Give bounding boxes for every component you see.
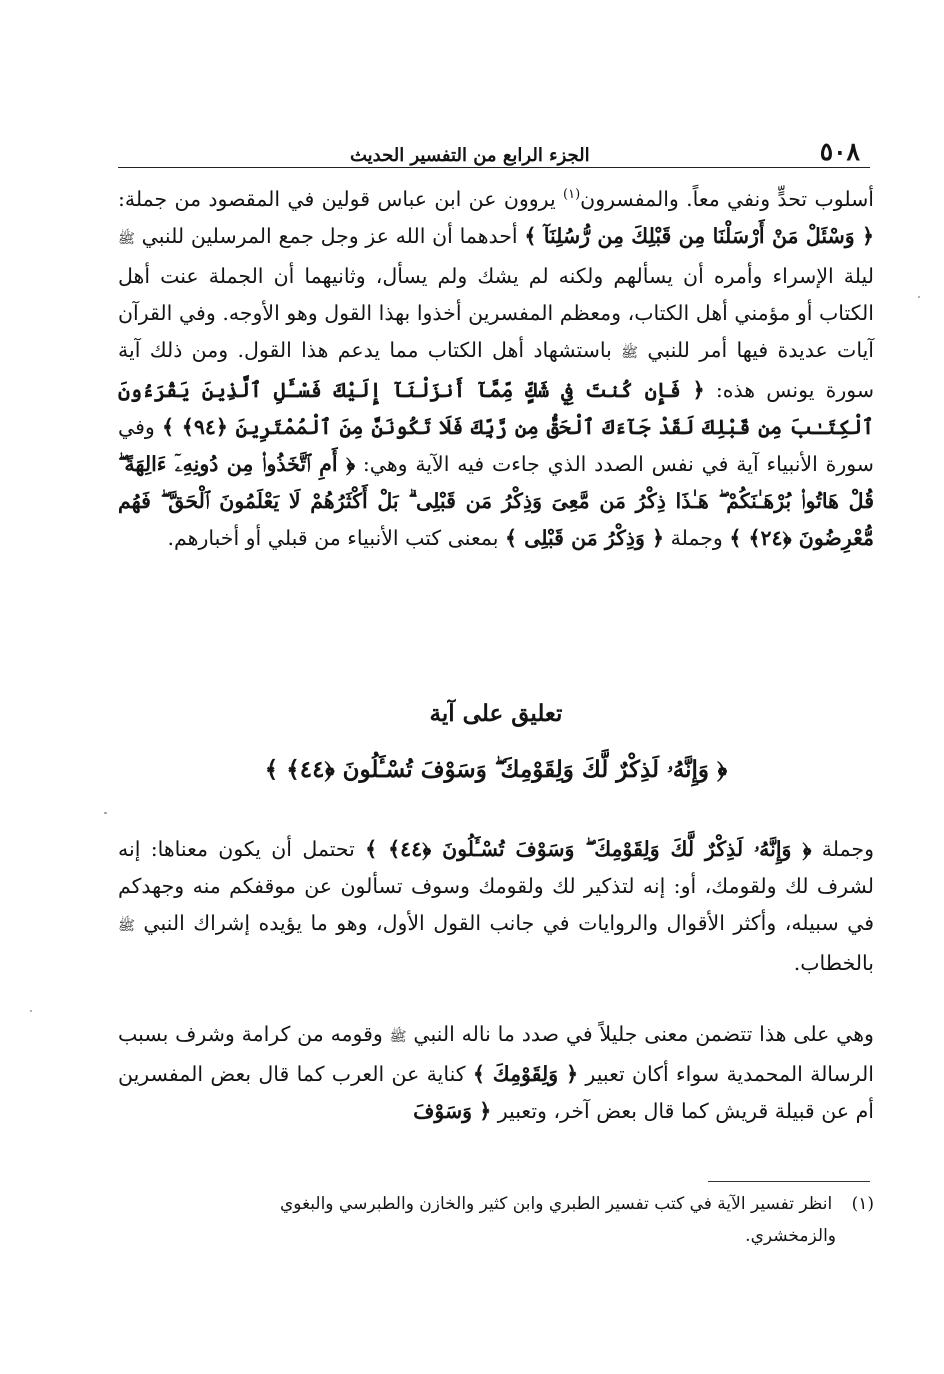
page-header [118,126,860,166]
text-run: ليلة الإسراء وأمره أن يسألهم ولكنه لم يشك ولم يسأل، وثانيهما أن الجملة عنت أهل الكتاب أو مؤمني أهل الكتاب، ومعظم المفسرين أخذوا بهذا القول وهو الأوجه. وفي القرآن آيات عديدة فيها أمر للنبي [118,263,874,362]
scan-speck [918,296,920,298]
text-run: وجملة [670,525,723,550]
scan-speck [104,812,107,814]
footnote-reference: (١) [563,187,581,202]
salawat-glyph: ﷺ [389,1029,407,1045]
quran-verse: ﴿ وَسْئَلْ مَنْ أَرْسَلْنَا مِن قَبْلِكَ مِن رُّسُلِنَآ ﴾ [524,223,875,248]
page-number: ٥٠٨ [819,137,860,166]
paragraph-3 [118,1016,874,1130]
text-run: كناية عن العرب كما قال بعض المفسرين أم عن قبيلة قريش كما قال بعض آخر، وتعبير [118,1062,874,1123]
paragraph-1 [118,176,874,557]
footnote-text: انظر تفسير الآية في كتب تفسير الطبري وابن كثير والخازن والطبرسي والبغوي [279,1194,833,1214]
scan-speck [30,1010,32,1012]
text-run: يروون عن ابن عباس قولين في المقصود من جملة: [118,186,556,211]
quran-verse: ﴿ وَإِنَّهُۥ لَذِكْرٌ لَّكَ وَلِقَوْمِكَ ۖ وَسَوْفَ تُسْـَٔلُونَ ﴿٤٤﴾ ﴾ [365,837,812,861]
text-run: أسلوب تحدٍّ ونفي معاً. والمفسرون [580,186,874,211]
text-run: بمعنى كتب الأنبياء من قبلي أو أخبارهم. [167,525,499,550]
quran-verse: ﴿ فَإِن كُنتَ فِي شَكٍّ مِّمَّآ أَنزَلْنَآ إِلَيْكَ فَسْـَٔلِ ٱلَّذِينَ يَقْرَءُونَ ٱلْكِتَـٰبَ مِن قَبْلِكَ لَقَدْ جَآءَكَ ٱلْحَقُّ مِن رَّبِّكَ فَلَا تَكُونَنَّ مِنَ ٱلْمُمْتَرِينَ ﴿٩٤﴾ ﴾ [118,377,874,439]
footnote-rule [708,1181,870,1182]
paragraph-2 [118,831,874,982]
text-run: أحدهما أن الله عز وجل جمع المرسلين للنبي [141,223,518,248]
running-title: الجزء الرابع من التفسير الحديث [350,145,590,166]
quran-verse: ﴿ وَلِقَوْمِكَ ﴾ [472,1062,579,1086]
footnote-mark: (١) [851,1194,874,1214]
text-run: وقومه من كرامة وشرف بسبب الرسالة المحمدية سواء أكان تعبير [118,1022,874,1086]
text-run: باستشهاد أهل الكتاب مما يدعم هذا القول. ومن ذلك آية سورة يونس هذه: [118,337,874,402]
text-run: وهي على هذا تتضمن معنى جليلاً في صدد ما ناله النبي [413,1022,874,1046]
footnote-text-continued: والزمخشري. [745,1226,836,1246]
salawat-glyph: ﷺ [621,344,639,361]
header-rule [118,167,870,168]
footnote [118,1188,874,1252]
salawat-glyph: ﷺ [118,230,135,247]
section-verse: ﴿ وَإِنَّهُۥ لَذِكْرٌ لَّكَ وَلِقَوْمِكَ ۖ وَسَوْفَ تُسْـَٔلُونَ ﴿٤٤﴾ ﴾ [264,756,728,783]
text-run: تحتمل أن يكون معناها: إنه لشرف لك ولقومك، أو: إنه لتذكير لك ولقومك وسوف تسألون عن موقفكم منه وجهدكم في سبيله، وأكثر الأقوال والروايات في جانب القول الأول، وهو ما يؤيده إشراك النبي [118,837,874,935]
text-run: وجملة [821,837,874,861]
salawat-glyph: ﷺ [118,918,135,934]
quran-verse: ﴿ أَمِ ٱتَّخَذُوا۟ مِن دُونِهِۦٓ ءَالِهَةً ۖ قُلْ هَاتُوا۟ بُرْهَـٰنَكُمْ ۖ هَـٰذَا ذِكْرُ مَن مَّعِىَ وَذِكْرُ مَن قَبْلِى ۗ بَلْ أَكْثَرُهُمْ لَا يَعْلَمُونَ ٱلْحَقَّ ۖ فَهُم مُّعْرِضُونَ ﴿٢٤﴾ ﴾ [118,451,874,550]
quran-verse: ﴿ وَسَوْفَ [413,1099,492,1123]
text-run: بالخطاب. [793,951,874,975]
text-run: وفي سورة الأنبياء آية في نفس الصدد الذي جاءت فيه الآية وهي: [118,414,874,476]
section-title: تعليق على آية [429,700,563,727]
quran-verse: ﴿ وَذِكْرُ مَن قَبْلِى ﴾ [504,525,665,550]
